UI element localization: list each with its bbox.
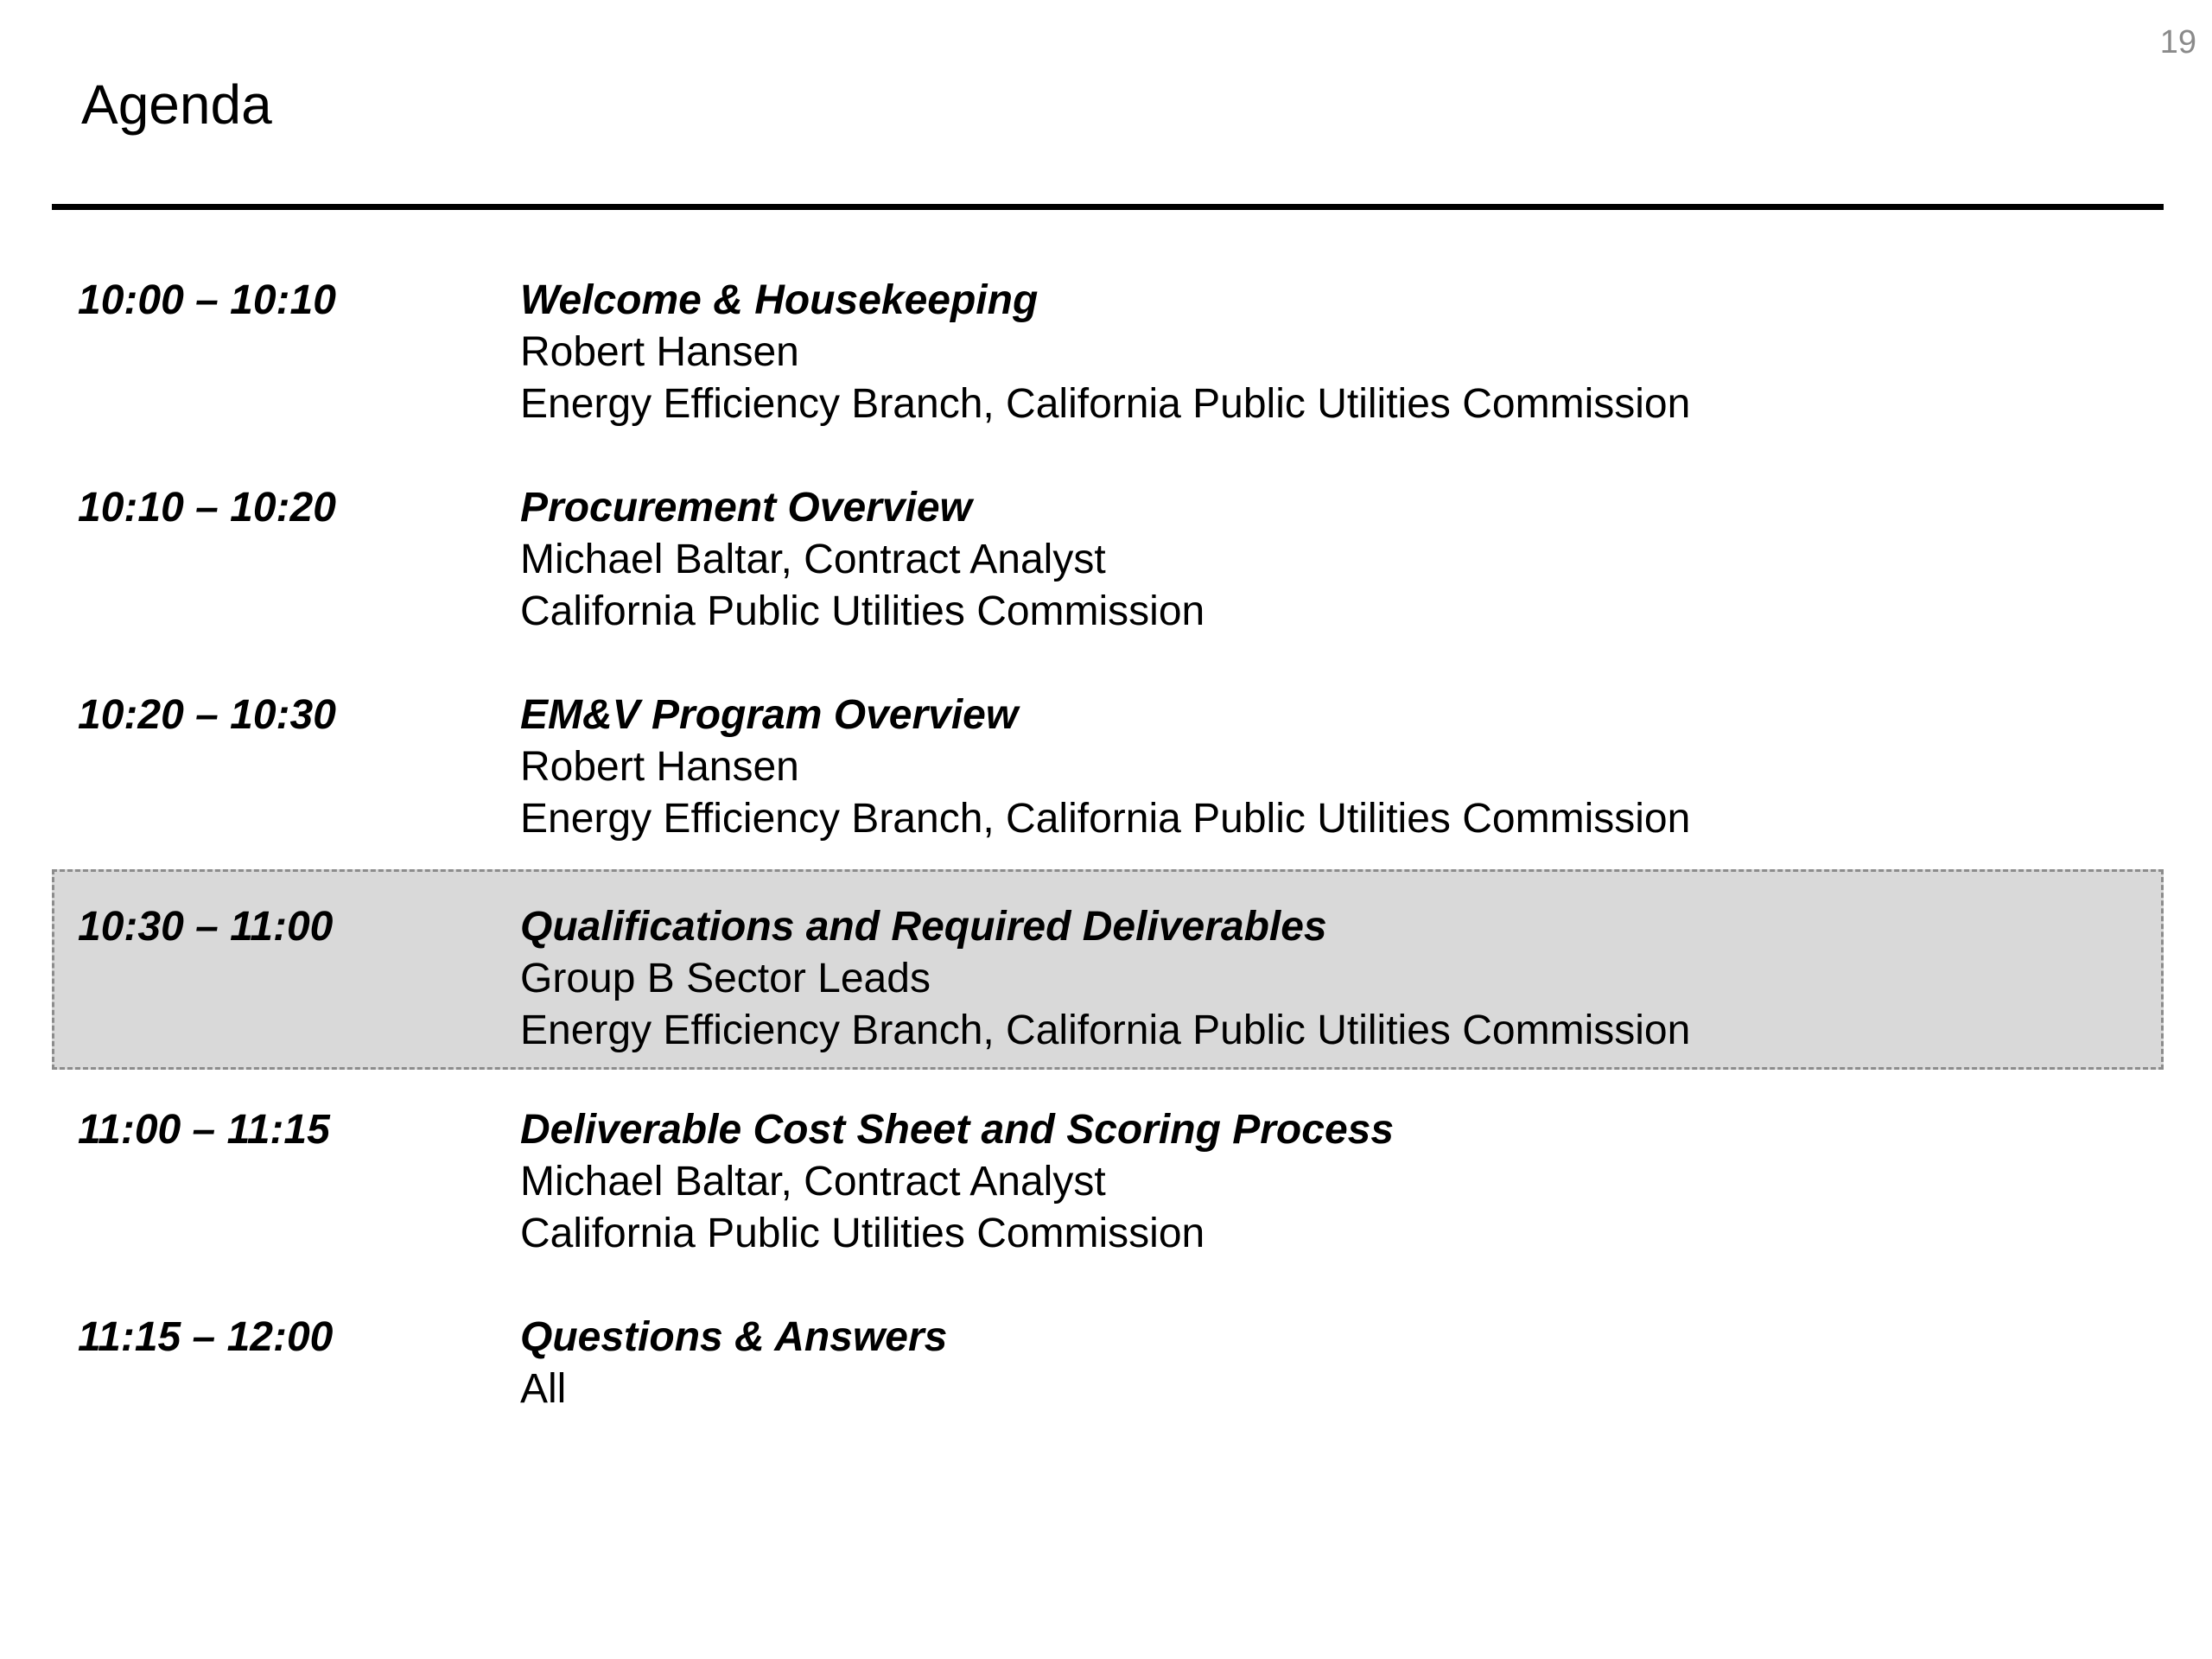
agenda-details	[520, 275, 1690, 430]
agenda-item	[52, 1104, 2164, 1277]
agenda-presenter: Group B Sector Leads	[520, 956, 931, 1001]
agenda-presenter: Robert Hansen	[520, 329, 799, 375]
agenda-time: 10:30 – 11:00	[78, 904, 334, 950]
agenda-affiliation: Energy Efficiency Branch, California Public Utilities Commission	[520, 1007, 1691, 1053]
title-divider	[52, 204, 2164, 210]
page-number: 19	[2159, 24, 2196, 60]
agenda-affiliation: Energy Efficiency Branch, California Public Utilities Commission	[520, 796, 1691, 842]
agenda-time: 10:00 – 10:10	[78, 277, 336, 323]
agenda-time: 10:20 – 10:30	[78, 692, 336, 738]
agenda-topic: EM&V Program Overview	[520, 692, 1019, 738]
agenda-details	[520, 690, 1690, 845]
agenda-item-highlighted	[52, 869, 2164, 1070]
agenda-details	[520, 901, 1690, 1057]
agenda-presenter: Robert Hansen	[520, 744, 799, 790]
agenda-affiliation: California Public Utilities Commission	[520, 1211, 1205, 1256]
agenda-details	[520, 482, 1205, 638]
agenda-presenter: All	[520, 1366, 567, 1412]
agenda-presenter: Michael Baltar, Contract Analyst	[520, 537, 1106, 582]
agenda-affiliation: Energy Efficiency Branch, California Public Utilities Commission	[520, 381, 1691, 427]
agenda-time: 11:00 – 11:15	[78, 1107, 330, 1153]
agenda-item	[52, 482, 2164, 655]
agenda-topic: Deliverable Cost Sheet and Scoring Process	[520, 1107, 1395, 1153]
agenda-presenter: Michael Baltar, Contract Analyst	[520, 1159, 1106, 1205]
agenda-topic: Procurement Overview	[520, 485, 972, 531]
agenda-time: 11:15 – 12:00	[78, 1314, 334, 1360]
agenda-topic: Welcome & Housekeeping	[520, 277, 1039, 323]
agenda-details	[520, 1312, 947, 1415]
agenda-item	[52, 275, 2164, 448]
page-title: Agenda	[81, 73, 272, 136]
agenda-item	[52, 1312, 2164, 1433]
agenda-affiliation: California Public Utilities Commission	[520, 588, 1205, 634]
agenda-details	[520, 1104, 1394, 1260]
agenda-item	[52, 690, 2164, 862]
agenda-topic: Questions & Answers	[520, 1314, 948, 1360]
agenda-topic: Qualifications and Required Deliverables	[520, 904, 1327, 950]
agenda-time: 10:10 – 10:20	[78, 485, 336, 531]
